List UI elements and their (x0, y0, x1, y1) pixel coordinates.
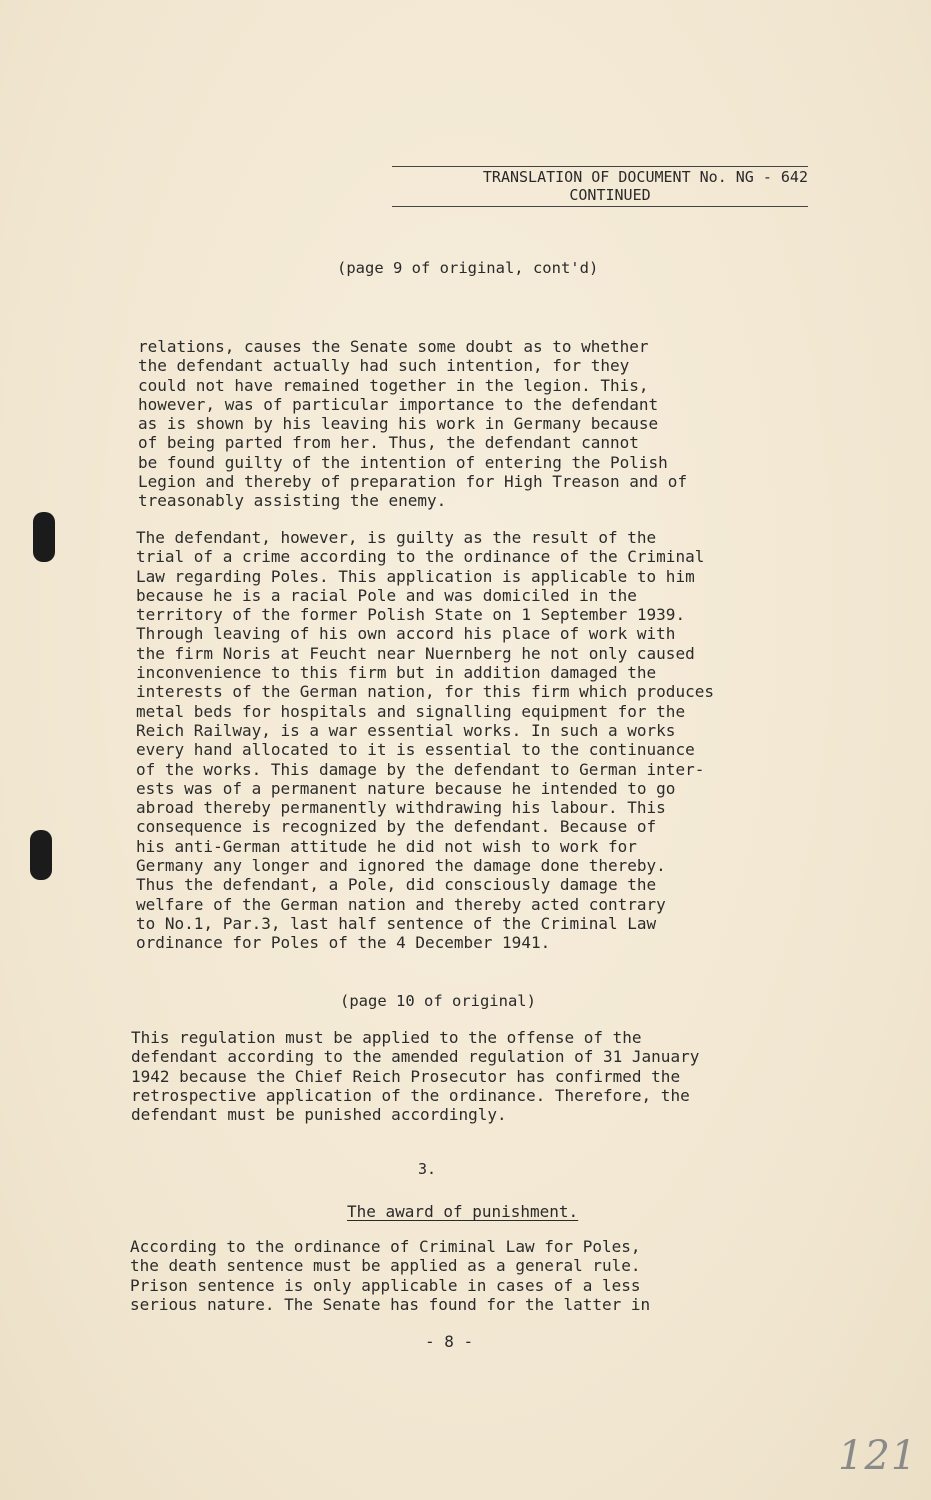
document-header (392, 166, 808, 207)
body-paragraph: relations, causes the Senate some doubt as to whether the defendant actually had such intention, for they could not have remained together in the legion. This, however, was of particular importance to the defendant as is shown by his leaving his work in Germany because of being parted from her. Thus, the defendant cannot be found guilty of the intention of entering the Polish Legion and thereby of preparation for High Treason and of treasonably assisting the enemy. (138, 337, 688, 511)
handwritten-page-number: 121 (838, 1433, 918, 1479)
original-page-reference: (page 9 of original, cont'd) (337, 259, 599, 277)
punch-hole (33, 512, 55, 562)
header-title: TRANSLATION OF DOCUMENT No. NG - 642 (392, 166, 808, 186)
section-number: 3. (418, 1160, 437, 1178)
body-paragraph: According to the ordinance of Criminal Law for Poles, the death sentence must be applied as a general rule. Prison sentence is only applicable in cases of a less serious nature. The Senate has found for the latter in (130, 1237, 651, 1314)
page-number: - 8 - (425, 1332, 474, 1351)
original-page-reference: (page 10 of original) (340, 992, 536, 1010)
section-heading: The award of punishment. (347, 1202, 579, 1221)
body-paragraph: This regulation must be applied to the offense of the defendant according to the amended regulation of 31 January 1942 because the Chief Reich Prosecutor has confirmed the retrospective application of the ordinance. Therefore, the defendant must be punished accordingly. (131, 1028, 700, 1125)
punch-hole (30, 830, 52, 880)
body-paragraph: The defendant, however, is guilty as the result of the trial of a crime according to the ordinance of the Criminal Law regarding Poles. This application is applicable to him because he is a racial Pole and was domiciled in the territory of the former Polish State on 1 September 1939. Through leaving of his own accord his place of work with the firm Noris at Feucht near Nuernberg he not only caused inconvenience to this firm but in addition damaged the interests of the German nation, for this firm which produces metal beds for hospitals and signalling equipment for the Reich Railway, is a war essential works. In such a works every hand allocated to it is essential to the continuance of the works. This damage by the defendant to German inter- ests was of a permanent nature because he intended to go abroad thereby permanently withdrawing his labour. This consequence is recognized by the defendant. Because of his anti-German attitude he did not wish to work for Germany any longer and ignored the damage done thereby. Thus the defendant, a Pole, did consciously damage the welfare of the German nation and thereby acted contrary to No.1, Par.3, last half sentence of the Criminal Law ordinance for Poles of the 4 December 1941. (136, 528, 714, 953)
header-subtitle: CONTINUED (392, 186, 808, 207)
